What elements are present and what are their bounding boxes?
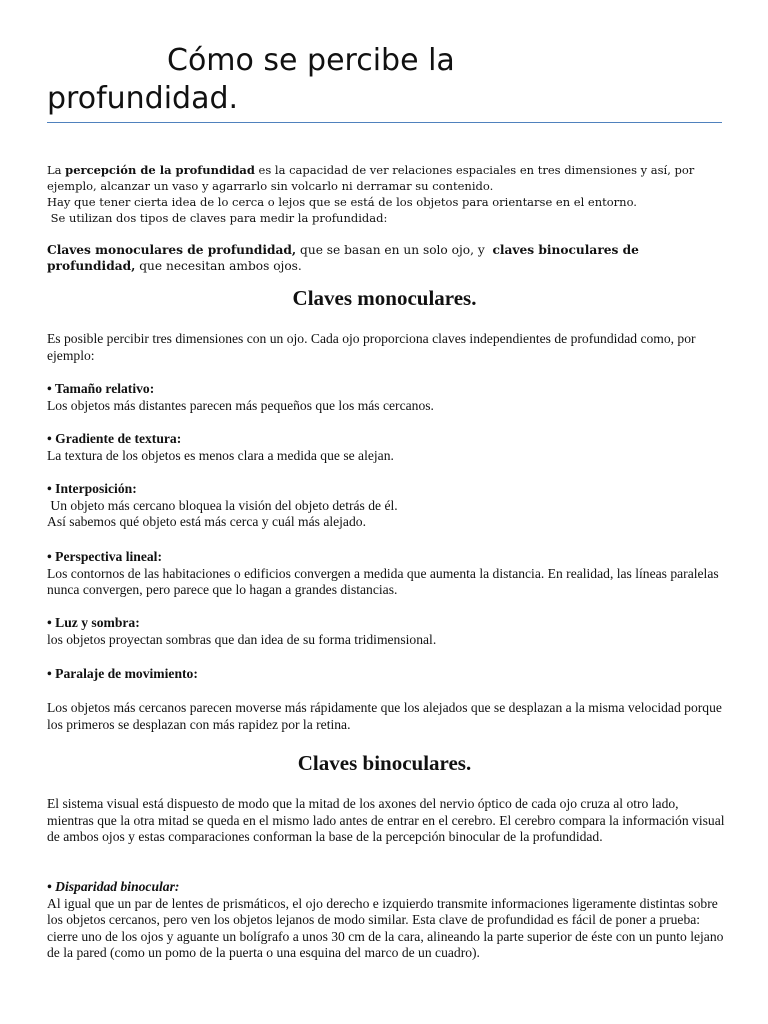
intro-p1-pre: La xyxy=(47,163,66,177)
item-binocular-disparity xyxy=(47,879,727,962)
binocular-intro-text: El sistema visual está dispuesto de modo que la mitad de los axones del nervio óptico de cada ojo cruza al otro lado, mientras que la otra mitad se queda en el mismo lado antes de entrar en el cerebro. El cerebro compara la información visual de ambos ojos y estas comparaciones conforman la base de la percepción binocular de la profundidad. xyxy=(47,796,725,844)
item-linear-perspective xyxy=(47,549,727,599)
item-interposition xyxy=(47,481,727,531)
item-light-shadow xyxy=(47,615,727,648)
parallax-text-body: Los objetos más cercanos parecen moverse más rápidamente que los alejados que se desplazan a la misma velocidad porque los primeros se desplazan con más rapidez por la retina. xyxy=(47,700,722,732)
intro-p1-bold: percepción de la profundidad xyxy=(65,163,255,177)
item-text: Así sabemos qué objeto está más cerca y cuál más alejado. xyxy=(47,514,366,529)
item-text: La textura de los objetos es menos clara a medida que se alejan. xyxy=(47,447,394,463)
item-text: Al igual que un par de lentes de prismáticos, el ojo derecho e izquierdo transmite informaciones ligeramente distintas sobre los objetos cercanos, pero ven los objetos lejanos de modo similar. Esta clave de profundidad es fácil de poner a prueba: cierre uno de los ojos y aguante un bolígrafo a unos 30 cm de la cara, alineando la parte superior de éste con un punto lejano de la pared (como un pomo de la puerta o una esquina del marco de un cuadro). xyxy=(47,895,724,960)
item-title: • Perspectiva lineal: xyxy=(47,549,162,564)
intro-p1-post: es la capacidad de ver relaciones espaciales en tres dimensiones y así, por ejemplo, alcanzar un vaso y agarrarlo sin volcarlo ni derramar su contenido. xyxy=(47,163,695,193)
item-title-wrap xyxy=(47,879,727,896)
intro-p4-post: que necesitan ambos ojos. xyxy=(135,259,302,273)
item-text: los objetos proyectan sombras que dan idea de su forma tridimensional. xyxy=(47,631,437,647)
monocular-heading: Claves monoculares. xyxy=(292,286,477,310)
binocular-heading: Claves binoculares. xyxy=(297,751,472,775)
monocular-intro xyxy=(47,331,727,364)
parallax-text xyxy=(47,700,727,733)
item-text: Los objetos más distantes parecen más pequeños que los más cercanos. xyxy=(47,397,434,413)
intro-paragraph-2: Hay que tener cierta idea de lo cerca o lejos que se está de los objetos para orientarse en el entorno. xyxy=(47,195,637,209)
item-relative-size xyxy=(47,381,727,414)
binocular-intro xyxy=(47,796,727,846)
intro-section xyxy=(47,162,727,274)
title-line-2: profundidad. xyxy=(47,81,239,116)
item-texture-gradient xyxy=(47,431,727,464)
intro-paragraph-3: Se utilizan dos tipos de claves para medir la profundidad: xyxy=(47,211,388,225)
title-line-1: Cómo se percibe la xyxy=(167,43,455,78)
item-title: • Tamaño relativo: xyxy=(47,381,155,396)
item-title: • Disparidad binocular: xyxy=(47,879,180,894)
item-text: Un objeto más cercano bloquea la visión del objeto detrás de él. xyxy=(47,497,398,513)
item-title: • Paralaje de movimiento: xyxy=(47,666,198,681)
intro-paragraph-4 xyxy=(47,242,727,274)
item-motion-parallax xyxy=(47,666,727,683)
item-title: • Luz y sombra: xyxy=(47,615,140,630)
monocular-intro-text: Es posible percibir tres dimensiones con un ojo. Cada ojo proporciona claves independientes de profundidad como, por ejemplo: xyxy=(47,331,696,363)
intro-p4-bold-1: Claves monoculares de profundidad, xyxy=(47,243,297,257)
item-text: Los contornos de las habitaciones o edificios convergen a medida que aumenta la distancia. En realidad, las líneas paralelas nunca convergen, pero parece que lo hagan a grandes distancias. xyxy=(47,565,719,597)
intro-p4-mid: que se basan en un solo ojo, y xyxy=(296,243,493,257)
item-title: • Gradiente de textura: xyxy=(47,431,182,446)
document-title xyxy=(47,42,727,118)
item-title: • Interposición: xyxy=(47,481,137,496)
intro-p4-bold-2: claves binoculares de profundidad, xyxy=(47,243,639,273)
title-underline xyxy=(47,122,722,123)
intro-paragraph-1 xyxy=(47,162,727,194)
